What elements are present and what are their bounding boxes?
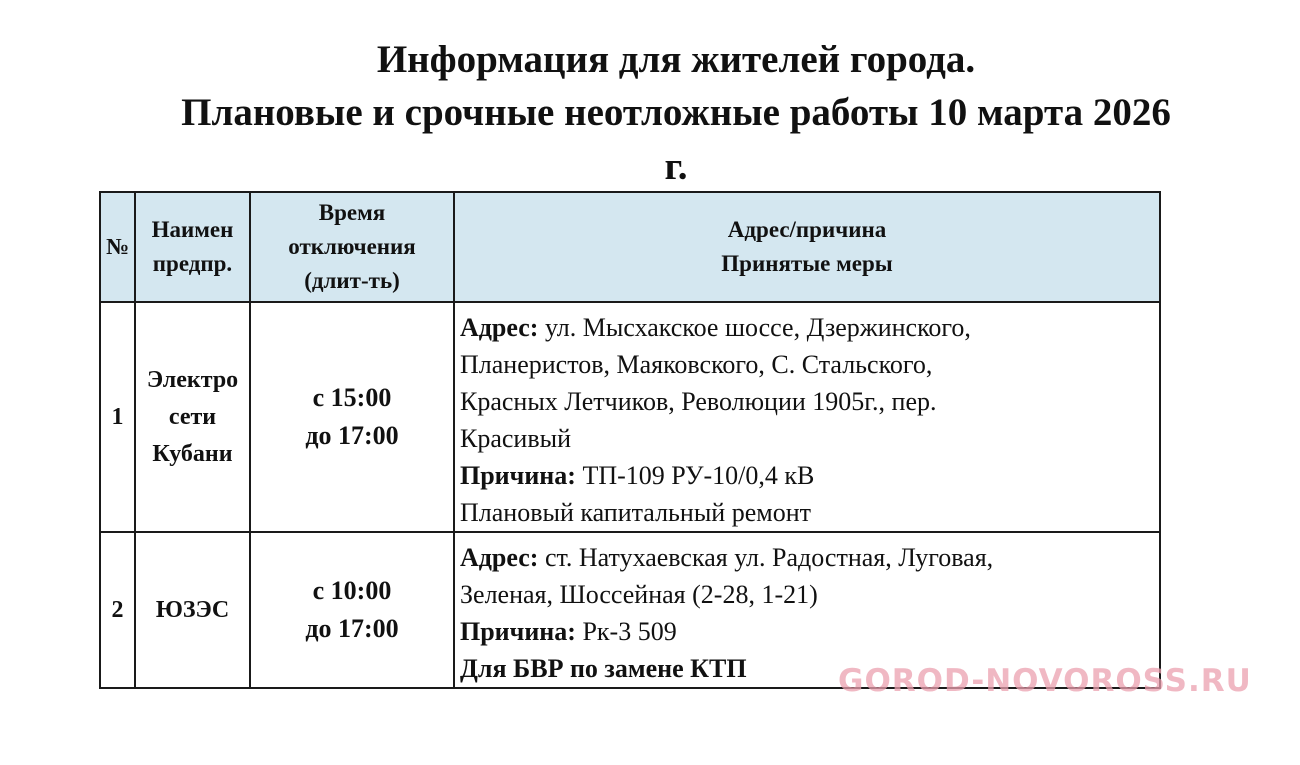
measures-line: Для БВР по замене КТП	[460, 654, 747, 683]
company-name-line: Электро	[146, 366, 239, 393]
company-name-line: ЮЗЭС	[155, 596, 230, 623]
table-row	[100, 302, 1160, 532]
table-header-row	[100, 192, 1160, 302]
header-time-line-1: Время	[318, 200, 386, 225]
reason-line	[460, 457, 1159, 494]
site-watermark: GOROD-NOVOROSS.RU	[838, 663, 1252, 699]
address-line: Планеристов, Маяковского, С. Стальского,	[460, 350, 933, 379]
header-time-line-3: (длит-ть)	[304, 268, 400, 293]
time-to: до 17:00	[305, 614, 399, 643]
address-line	[460, 539, 1159, 576]
time-to: до 17:00	[305, 421, 399, 450]
page-title-line-1: Информация для жителей города.	[376, 38, 976, 81]
header-company	[135, 192, 250, 302]
address-reason	[454, 302, 1160, 532]
header-address	[454, 192, 1160, 302]
outage-time	[250, 302, 454, 532]
time-from: с 10:00	[312, 576, 392, 605]
company-name	[135, 532, 250, 688]
address-text: ст. Натухаевская ул. Радостная, Луговая,	[538, 543, 994, 572]
company-name-line: сети	[168, 403, 217, 430]
company-name	[135, 302, 250, 532]
address-line: Красивый	[460, 424, 571, 453]
row-number: 2	[100, 532, 135, 688]
address-line: Зеленая, Шоссейная (2-28, 1-21)	[460, 580, 818, 609]
outage-table	[99, 191, 1161, 689]
time-from: с 15:00	[312, 383, 392, 412]
address-line	[460, 309, 1159, 346]
row-number: 1	[100, 302, 135, 532]
header-time-line-2: отключения	[288, 234, 416, 259]
header-address-line-2: Принятые меры	[721, 251, 893, 276]
address-text: ул. Мысхакское шоссе, Дзержинского,	[538, 313, 971, 342]
address-label: Адрес:	[460, 313, 539, 342]
header-company-line-2: предпр.	[152, 251, 233, 276]
page-title-line-2: Плановые и срочные неотложные работы 10 марта 2026	[181, 91, 1171, 134]
reason-line	[460, 613, 1159, 650]
measures-line: Плановый капитальный ремонт	[460, 498, 811, 527]
company-name-line: Кубани	[152, 440, 233, 467]
outage-time	[250, 532, 454, 688]
address-label: Адрес:	[460, 543, 539, 572]
address-line: Красных Летчиков, Революции 1905г., пер.	[460, 387, 937, 416]
header-address-line-1: Адрес/причина	[727, 217, 887, 242]
page-title-line-3: г.	[664, 145, 688, 188]
reason-text: ТП-109 РУ-10/0,4 кВ	[575, 461, 815, 490]
reason-label: Причина:	[460, 461, 576, 490]
header-number: №	[100, 192, 135, 302]
reason-text: Рк-3 509	[575, 617, 677, 646]
reason-label: Причина:	[460, 617, 576, 646]
header-time	[250, 192, 454, 302]
header-company-line-1: Наимен	[151, 217, 234, 242]
